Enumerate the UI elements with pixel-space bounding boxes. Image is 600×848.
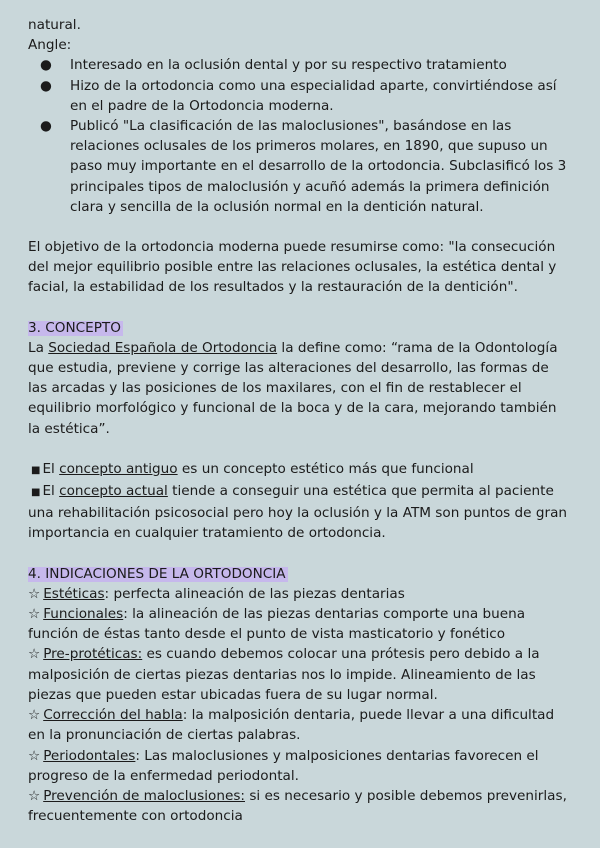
star-icon: ☆ — [28, 707, 41, 724]
term-underlined: Pre-protéticas: — [43, 646, 143, 663]
concepto-definition: La Sociedad Española de Ortodoncia la define como: “rama de la Odontología que estudia, previene y corrige las alteraciones del desarrollo, las formas de las arcadas y las posiciones de los maxilares, con el fin de restablecer el equilibrio morfológico y funcional de la boca y de la cara, mejorando también la estética”. — [28, 339, 558, 437]
square-bullet-icon: ■ — [31, 487, 41, 499]
star-icon: ☆ — [28, 747, 41, 764]
sociedad-link: Sociedad Española de Ortodoncia — [48, 339, 278, 356]
indicacion-item: ☆ Pre-protéticas: es cuando debemos colocar una prótesis pero debido a la malposición de ciertas piezas dentarias nos lo impide. Alineamiento de las piezas que pueden estar ubicadas fuera de su lugar normal. — [28, 646, 540, 703]
concepto-item: ■ El concepto antiguo es un concepto estético más que funcional — [28, 459, 572, 481]
term-underlined: concepto antiguo — [59, 460, 178, 477]
star-icon: ☆ — [28, 787, 41, 804]
angle-bullet: ● Hizo de la ortodoncia como una especialidad aparte, convirtiéndose así en el padre de la Ortodoncia moderna. — [40, 77, 557, 114]
indicacion-item: ☆ Prevención de maloclusiones: si es necesario y posible debemos prevenirlas, frecuentemente con ortodoncia — [28, 787, 567, 825]
indicacion-item: ☆ Periodontales: Las maloclusiones y malposiciones dentarias favorecen el progreso de la enfermedad periodontal. — [28, 747, 539, 784]
term-underlined: Funcionales — [43, 606, 124, 623]
indicacion-item: ☆ Corrección del habla: la malposición dentaria, puede llevar a una dificultad en la pronunciación de ciertas palabras. — [28, 707, 555, 744]
star-icon: ☆ — [28, 646, 41, 663]
intro-first-line: natural. — [28, 17, 81, 33]
star-icon: ☆ — [28, 606, 41, 623]
term-underlined: Periodontales — [43, 747, 136, 764]
angle-bullet: ● Interesado en la oclusión dental y por su respectivo tratamiento — [28, 55, 572, 75]
bullet-dot-icon: ● — [40, 118, 52, 135]
bullet-dot-icon: ● — [40, 57, 52, 74]
bullet-dot-icon: ● — [40, 77, 52, 94]
indicacion-item: ☆ Estéticas: perfecta alineación de las piezas dentarias — [28, 585, 405, 602]
term-underlined: concepto actual — [59, 483, 168, 500]
term-underlined: Corrección del habla — [43, 707, 183, 724]
section-heading-indicaciones: 4. INDICACIONES DE LA ORTODONCIA — [28, 565, 286, 582]
square-bullet-icon: ■ — [31, 464, 41, 476]
term-underlined: Prevención de maloclusiones: — [43, 787, 245, 804]
angle-bullet-list — [28, 55, 572, 217]
angle-bullet: ● Publicó "La clasificación de las maloclusiones", basándose en las relaciones oclusales de los primeros molares, en 1890, que supuso un paso muy importante en el desarrollo de la ortodoncia. Subclasificó los 3 principales tipos de maloclusión y acuñó además la primera definición clara y sencilla de la oclusión normal en la dentición natural. — [40, 118, 567, 215]
angle-label: Angle: — [28, 37, 72, 54]
term-underlined: Estéticas — [43, 585, 105, 602]
indicacion-item: ☆ Funcionales: la alineación de las piezas dentarias comporte una buena función de éstas tanto desde el punto de vista masticatorio y fonético — [28, 606, 526, 643]
section-heading-concepto: 3. CONCEPTO — [28, 319, 121, 336]
objective-paragraph: El objetivo de la ortodoncia moderna puede resumirse como: "la consecución del mejor equilibrio posible entre las relaciones oclusales, la estética dental y facial, la estabilidad de los resultados y la restauración de la dentición". — [28, 239, 557, 296]
star-icon: ☆ — [28, 585, 41, 602]
concepto-item: ■ El concepto actual tiende a conseguir una estética que permita al paciente una rehabilitación psicosocial pero hoy la oclusión y la ATM son puntos de gran importancia en cualquier tratamiento de ortodoncia. — [28, 483, 568, 542]
